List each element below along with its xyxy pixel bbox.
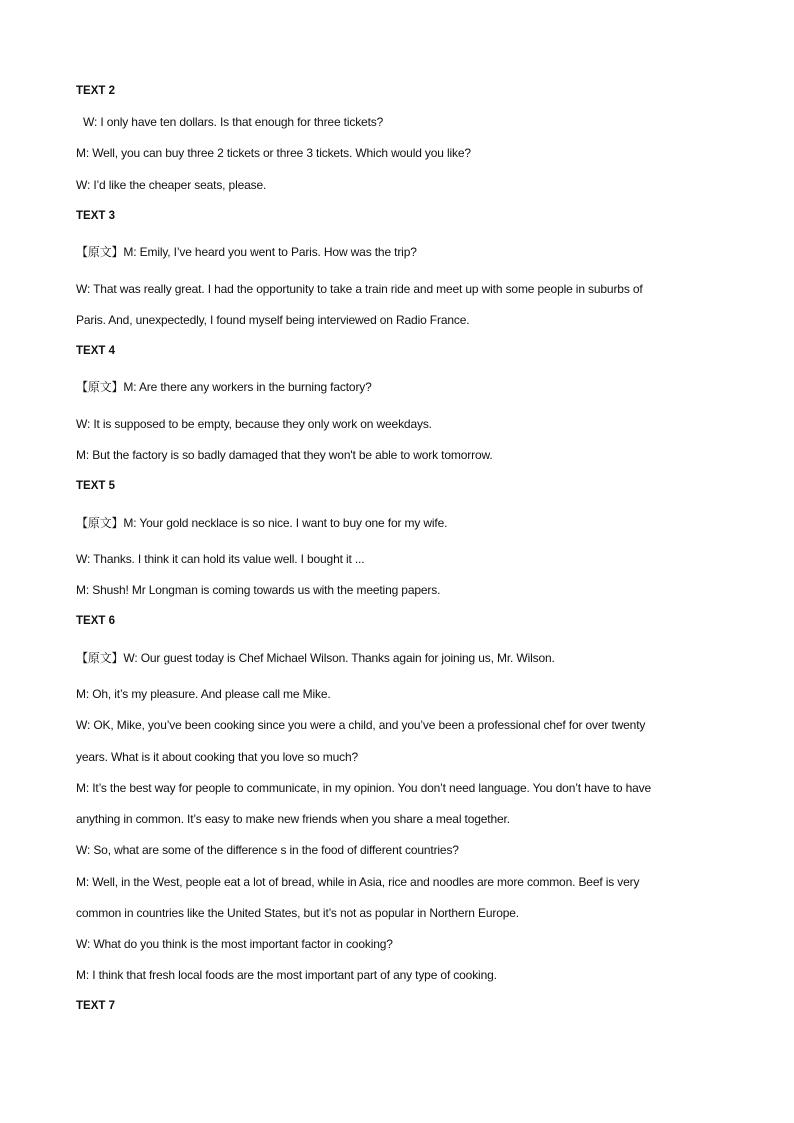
dialogue-line: M: But the factory is so badly damaged that they won't be able to work tomorrow. [76,448,493,462]
section-heading-text-2: TEXT 2 [76,85,115,97]
dialogue-line: 【原文】W: Our guest today is Chef Michael Wilson. Thanks again for joining us, Mr. Wilson. [76,651,555,665]
dialogue-line: 【原文】M: Emily, I’ve heard you went to Paris. How was the trip? [76,245,417,259]
dialogue-line: W: It is supposed to be empty, because they only work on weekdays. [76,417,432,431]
dialogue-line: W: So, what are some of the difference s in the food of different countries? [76,843,459,857]
dialogue-line: W: That was really great. I had the opportunity to take a train ride and meet up with some people in suburbs of [76,282,643,296]
dialogue-line: M: I think that fresh local foods are the most important part of any type of cooking. [76,968,497,982]
section-heading-text-7: TEXT 7 [76,1000,115,1012]
dialogue-line: Paris. And, unexpectedly, I found myself being interviewed on Radio France. [76,313,470,327]
dialogue-line: M: Well, in the West, people eat a lot of bread, while in Asia, rice and noodles are more common. Beef is very [76,875,640,889]
section-heading-text-6: TEXT 6 [76,615,115,627]
dialogue-line: M: Well, you can buy three 2 tickets or three 3 tickets. Which would you like? [76,146,471,160]
dialogue-line: anything in common. It’s easy to make new friends when you share a meal together. [76,812,510,826]
section-heading-text-5: TEXT 5 [76,480,115,492]
dialogue-line: W: What do you think is the most important factor in cooking? [76,937,393,951]
dialogue-line: W: I only have ten dollars. Is that enough for three tickets? [83,115,384,129]
dialogue-line: M: It’s the best way for people to communicate, in my opinion. You don’t need language. You don’t have to have [76,781,652,795]
dialogue-line: 【原文】M: Are there any workers in the burning factory? [76,380,372,394]
section-heading-text-3: TEXT 3 [76,210,115,222]
dialogue-line: 【原文】M: Your gold necklace is so nice. I want to buy one for my wife. [76,516,448,530]
dialogue-line: W: Thanks. I think it can hold its value well. I bought it ... [76,552,365,566]
dialogue-line: years. What is it about cooking that you love so much? [76,750,359,764]
dialogue-line: M: Shush! Mr Longman is coming towards us with the meeting papers. [76,583,441,597]
dialogue-line: W: I’d like the cheaper seats, please. [76,178,267,192]
dialogue-line: W: OK, Mike, you’ve been cooking since you were a child, and you’ve been a professional chef for over twenty [76,718,646,732]
dialogue-line: M: Oh, it’s my pleasure. And please call me Mike. [76,687,331,701]
section-heading-text-4: TEXT 4 [76,345,115,357]
dialogue-line: common in countries like the United States, but it’s not as popular in Northern Europe. [76,906,519,920]
